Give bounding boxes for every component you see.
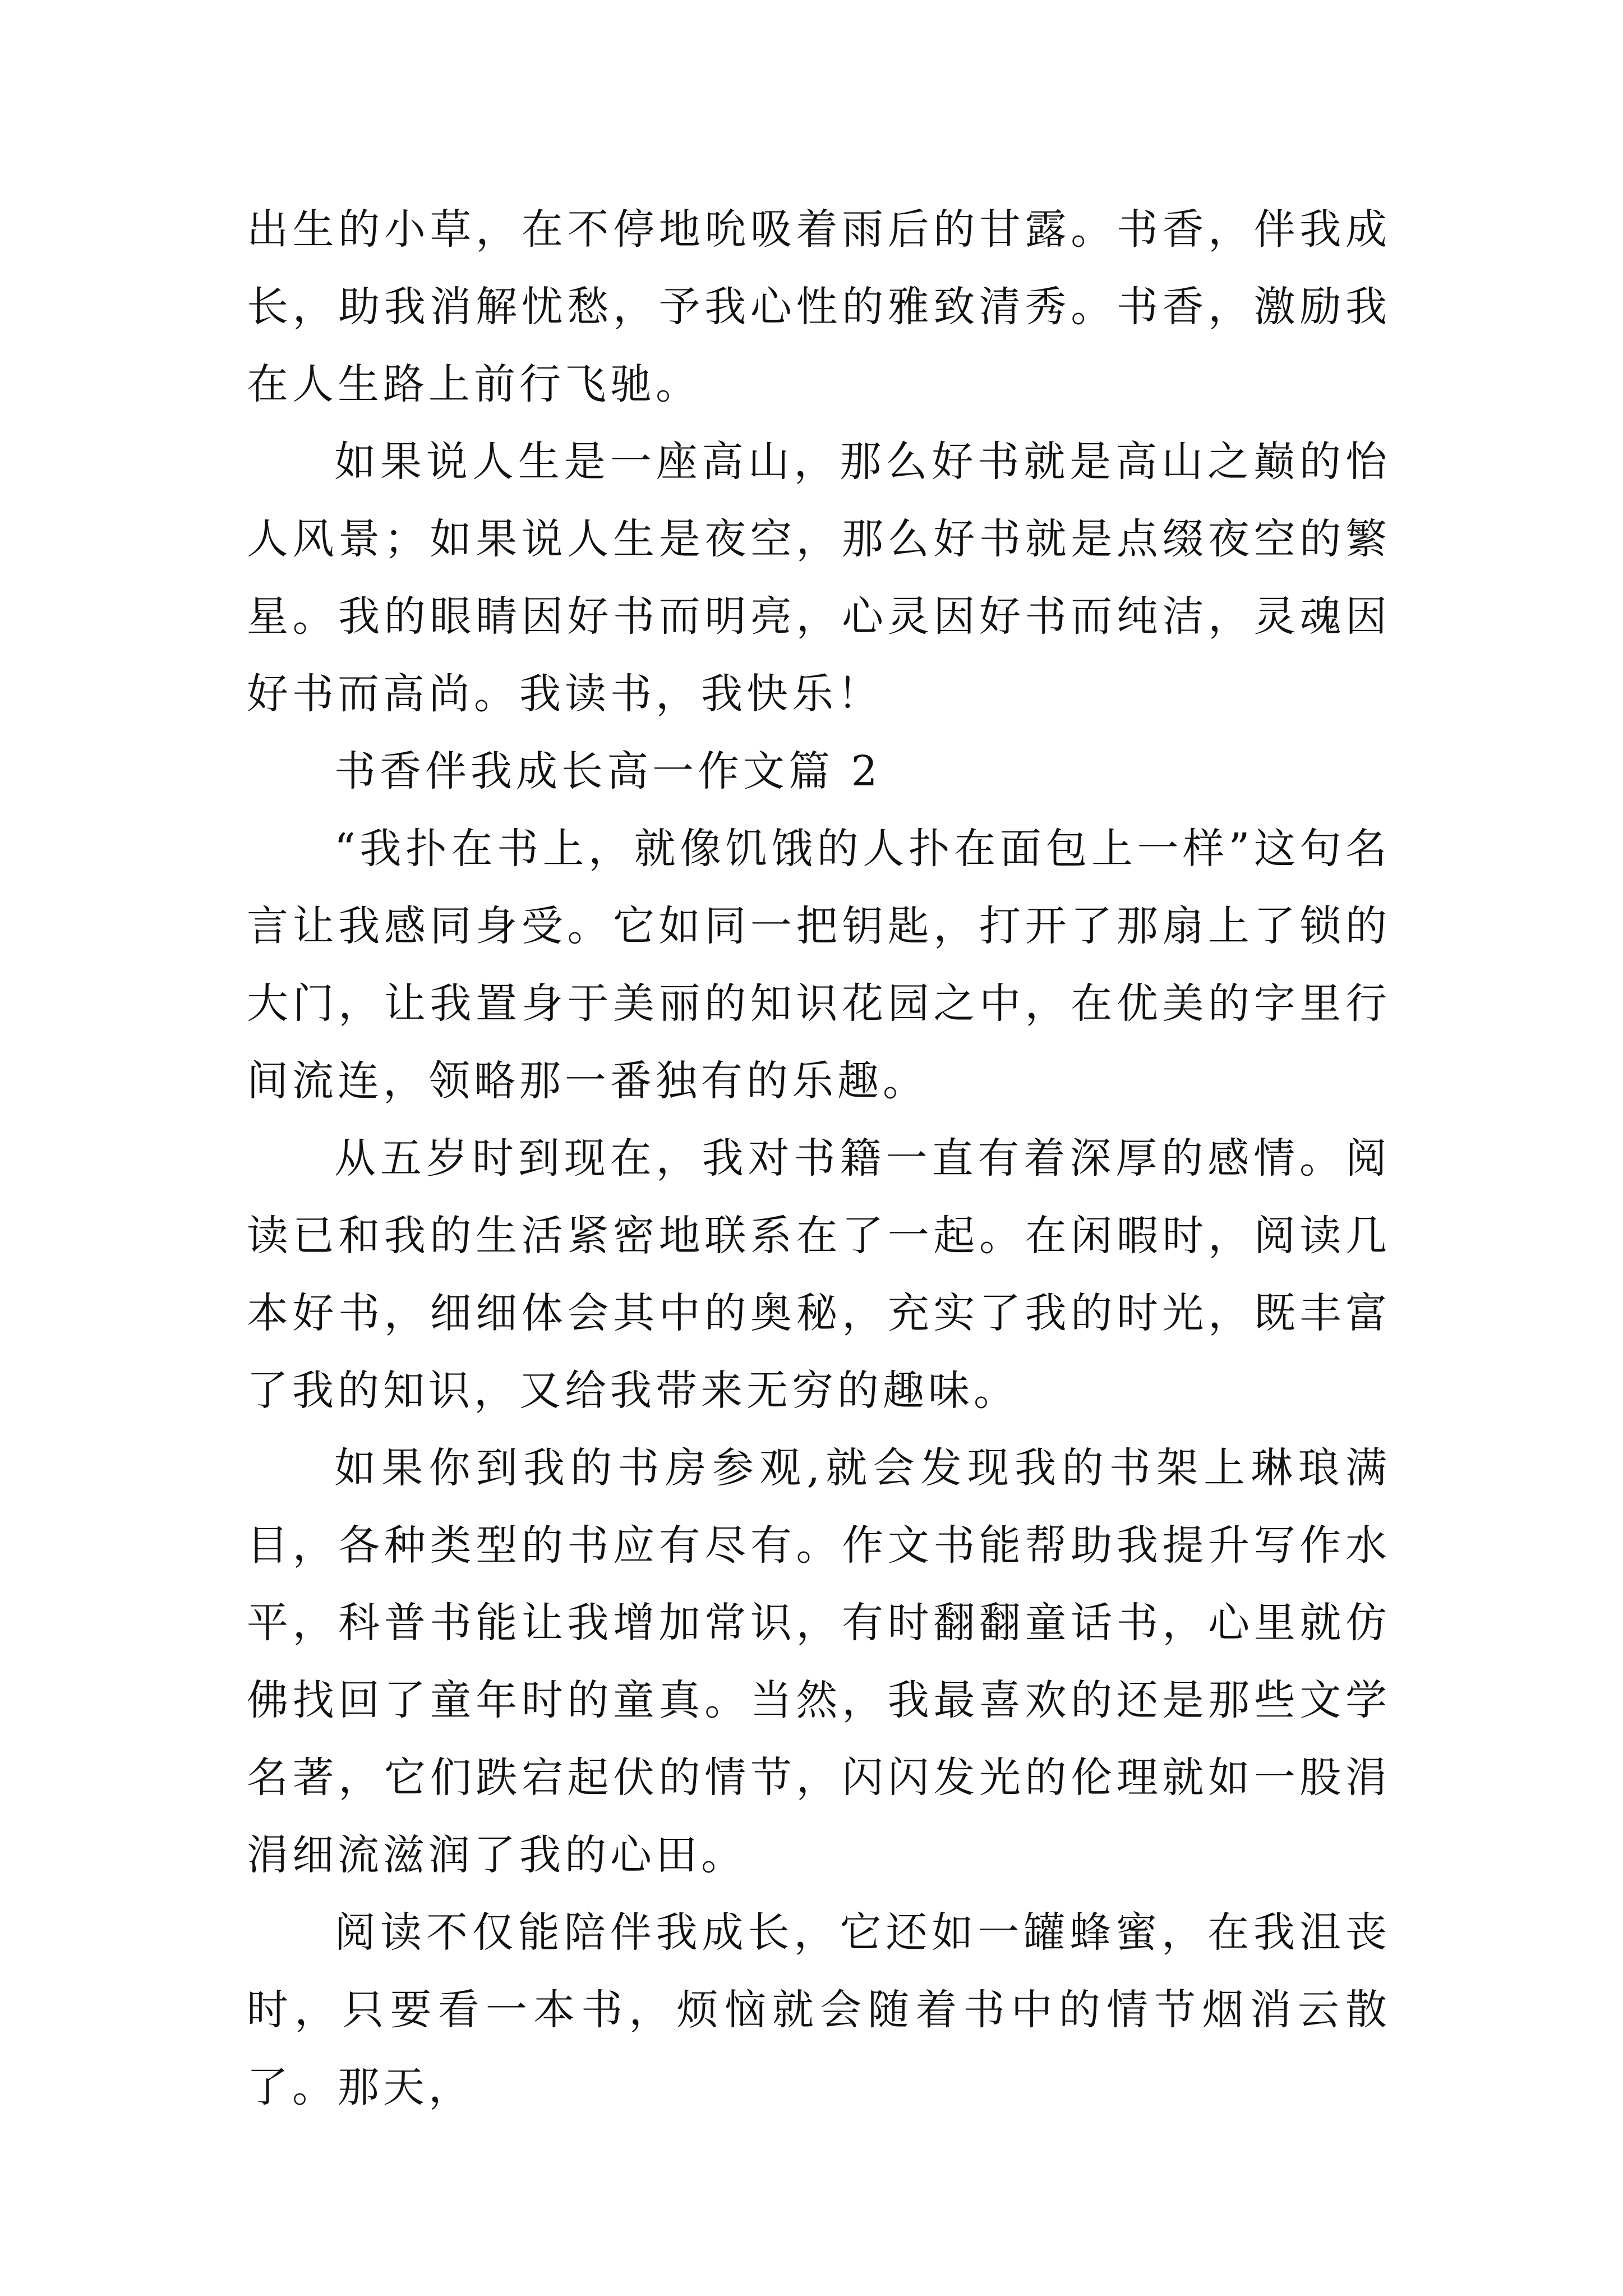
document-page — [247, 191, 1391, 2126]
paragraph-honey: 阅读不仅能陪伴我成长，它还如一罐蜂蜜，在我沮丧时，只要看一本书，烦恼就会随着书中的情节烟消云散了。那天， — [247, 1908, 1391, 2111]
paragraph-quote: “我扑在书上，就像饥饿的人扑在面包上一样”这句名言让我感同身受。它如同一把钥匙，打开了那扇上了锁的大门，让我置身于美丽的知识花园之中，在优美的字里行间流连，领略那一番独有的乐趣。 — [247, 825, 1391, 1105]
paragraph-since-five: 从五岁时到现在，我对书籍一直有着深厚的感情。阅读已和我的生活紧密地联系在了一起。在闲暇时，阅读几本好书，细细体会其中的奥秘，充实了我的时光，既丰富了我的知识，又给我带来无穷的趣味。 — [247, 1134, 1391, 1415]
paragraph-bookroom: 如果你到我的书房参观,就会发现我的书架上琳琅满目，各种类型的书应有尽有。作文书能帮助我提升写作水平，科普书能让我增加常识，有时翻翻童话书，心里就仿佛找回了童年时的童真。当然，我最喜欢的还是那些文学名著，它们跌宕起伏的情节，闪闪发光的伦理就如一股涓涓细流滋润了我的心田。 — [247, 1444, 1391, 1879]
paragraph-continuation: 出生的小草，在不停地吮吸着雨后的甘露。书香，伴我成长，助我消解忧愁，予我心性的雅致清秀。书香，激励我在人生路上前行飞驰。 — [247, 205, 1391, 408]
section-heading: 书香伴我成长高一作文篇 2 — [334, 747, 882, 795]
paragraph-mountain-metaphor: 如果说人生是一座高山，那么好书就是高山之巅的怡人风景；如果说人生是夜空，那么好书就是点缀夜空的繁星。我的眼睛因好书而明亮，心灵因好书而纯洁，灵魂因好书而高尚。我读书，我快乐！ — [247, 438, 1391, 718]
